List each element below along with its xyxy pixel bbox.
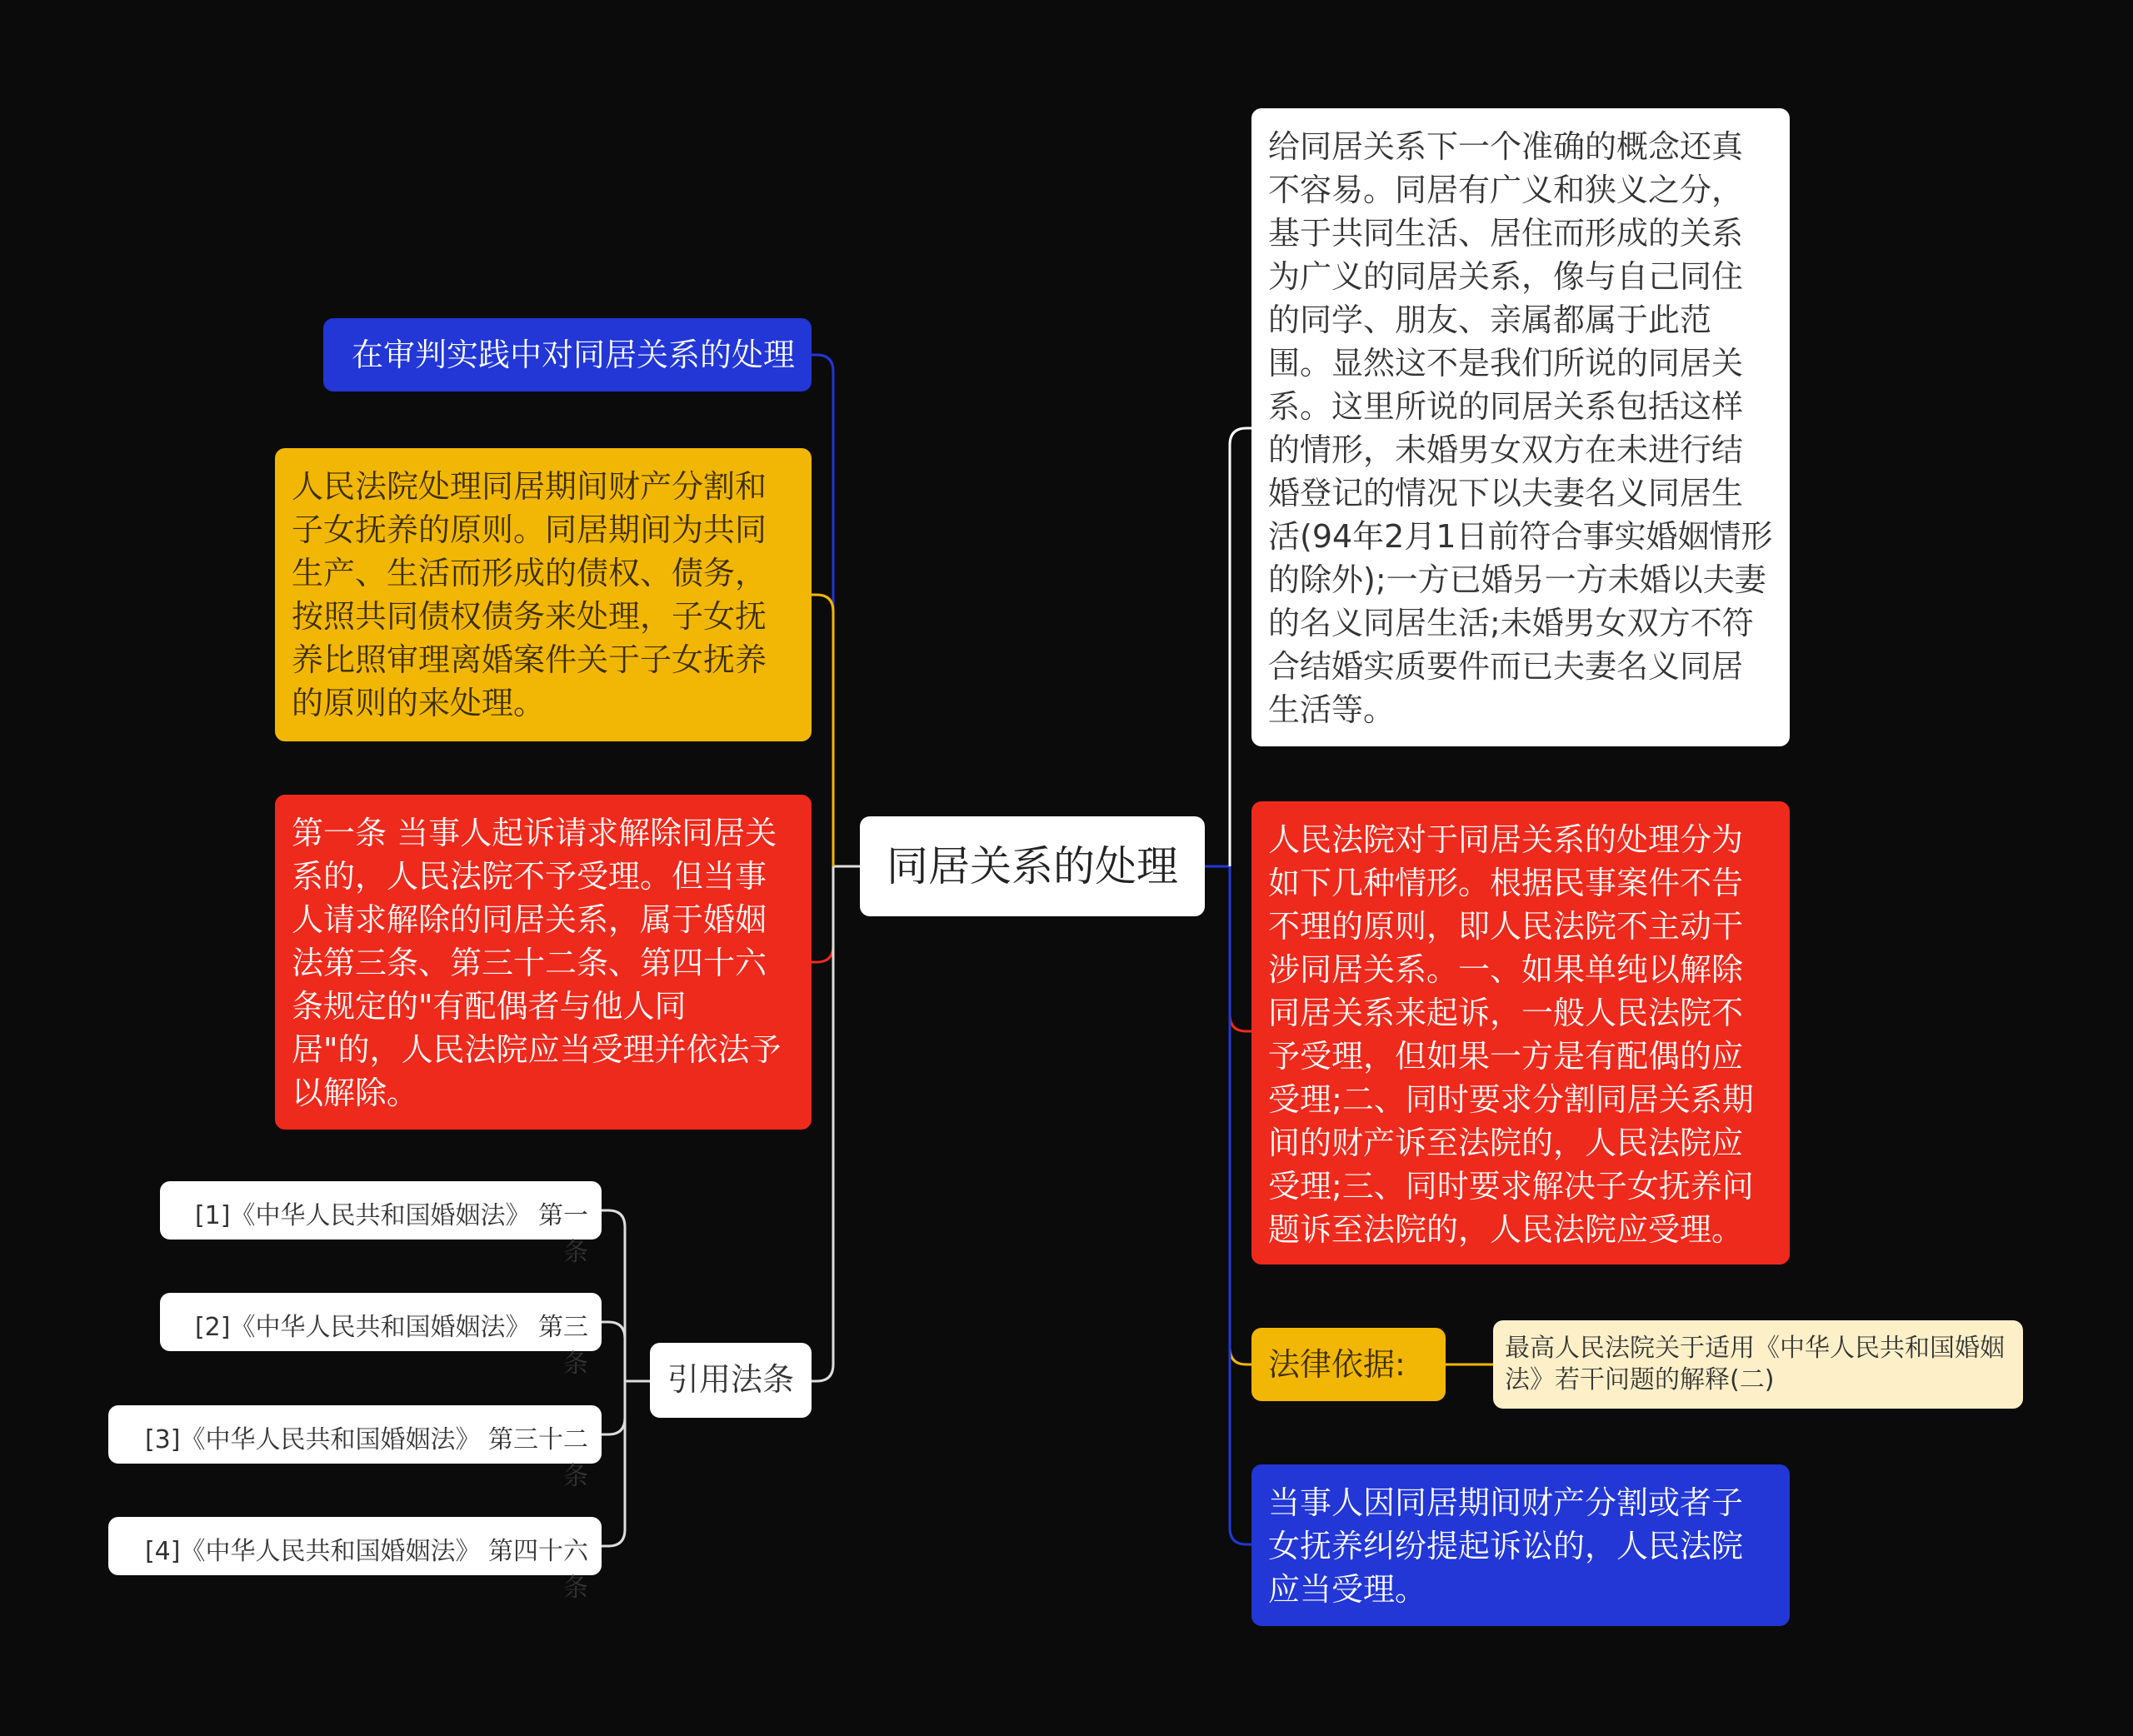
connector-legal-basis (1230, 866, 1251, 1364)
acceptance-node[interactable] (1251, 1464, 1790, 1626)
citations-node[interactable] (650, 1343, 812, 1418)
legal-basis-node[interactable] (1251, 1328, 1446, 1401)
citations-label: 引用法条 (667, 1361, 794, 1398)
definition-node[interactable] (1251, 108, 1790, 746)
citation-item-4[interactable] (108, 1517, 602, 1603)
principle-text: 人民法院处理同居期间财产分割和子女抚养的原则。同居期间为共同生产、生活而形成的债权、债务，按照共同债权债务来处理，子女抚养比照审理离婚案件关于子女抚养的原则的来处理。 (292, 468, 767, 721)
citation-item-1-text: [1]《中华人民共和国婚姻法》 第一条 (194, 1201, 588, 1267)
citation-item-2-text: [2]《中华人民共和国婚姻法》 第三条 (194, 1313, 588, 1379)
connector-practice (812, 355, 833, 866)
connector-citations (812, 866, 833, 1381)
citation-item-3-text: [3]《中华人民共和国婚姻法》 第三十二条 (144, 1425, 588, 1491)
legal-basis-label: 法律依据: (1268, 1346, 1406, 1383)
connector-principle (812, 595, 833, 866)
citation-item-1[interactable] (160, 1181, 602, 1267)
citation-item-3[interactable] (108, 1405, 602, 1491)
citation-item-2[interactable] (160, 1293, 602, 1379)
practice-title-node[interactable] (323, 318, 812, 392)
connector-citation-3 (602, 1381, 625, 1434)
connector-citation-4 (602, 1381, 625, 1546)
citation-item-4-text: [4]《中华人民共和国婚姻法》 第四十六条 (144, 1537, 588, 1603)
article-one-node[interactable] (275, 795, 812, 1130)
definition-text: 给同居关系下一个准确的概念还真不容易。同居有广义和狭义之分，基于共同生活、居住而形成的关系为广义的同居关系，像与自己同住的同学、朋友、亲属都属于此范围。显然这不是我们所说的同居关系。这里所说的同居关系包括这样的情形，未婚男女双方在未进行结婚登记的情况下以夫妻名义同居生活(94年2月1日前符合事实婚姻情形的除外);一方已婚另一方未婚以夫妻的名义同居生活;未婚男女双方不符合结婚实质要件而已夫妻名义同居生活等。 (1268, 128, 1773, 728)
connector-court-handling (1230, 866, 1251, 1031)
connector-citation-1 (602, 1210, 625, 1381)
principle-node[interactable] (275, 448, 812, 741)
court-handling-text: 人民法院对于同居关系的处理分为如下几种情形。根据民事案件不告不理的原则，即人民法院不主动干涉同居关系。一、如果单纯以解除同居关系来起诉，一般人民法院不予受理，但如果一方是有配偶的应受理;二、同时要求分割同居关系期间的财产诉至法院的，人民法院应受理;三、同时要求解决子女抚养问题诉至法院的，人民法院应受理。 (1268, 821, 1754, 1248)
legal-basis-value-node[interactable] (1493, 1320, 2023, 1409)
article-one-text: 第一条 当事人起诉请求解除同居关系的，人民法院不予受理。但当事人请求解除的同居关系，属于婚姻法第三条、第三十二条、第四十六条规定的"有配偶者与他人同居"的，人民法院应当受理并依法予以解除。 (292, 815, 782, 1111)
connector-definition (1230, 428, 1251, 866)
connector-acceptance (1230, 866, 1251, 1544)
central-topic-label: 同居关系的处理 (887, 842, 1178, 890)
acceptance-text: 当事人因同居期间财产分割或者子女抚养纠纷提起诉讼的，人民法院应当受理。 (1268, 1484, 1744, 1608)
court-handling-node[interactable] (1251, 801, 1790, 1265)
practice-title-label: 在审判实践中对同居关系的处理 (351, 337, 795, 373)
central-topic[interactable] (860, 816, 1205, 916)
legal-basis-value-text: 最高人民法院关于适用《中华人民共和国婚姻法》若干问题的解释(二) (1505, 1334, 2005, 1394)
connector-citation-2 (602, 1322, 625, 1381)
connector-article-one (812, 866, 833, 962)
